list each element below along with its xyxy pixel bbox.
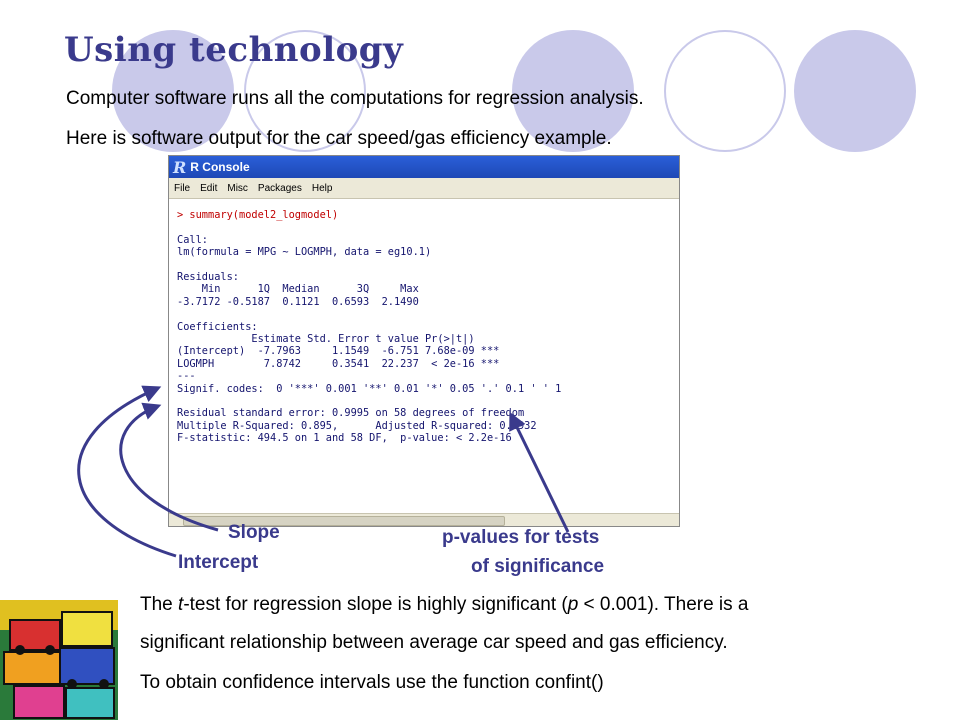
pvalues-label-1: p-values for tests bbox=[442, 527, 600, 548]
console-titlebar[interactable] bbox=[169, 156, 679, 178]
conclusion-line-3: To obtain confidence intervals use the function confint() bbox=[140, 672, 604, 693]
console-output[interactable] bbox=[177, 209, 679, 445]
slope-label: Slope bbox=[228, 522, 280, 543]
r-console-window[interactable] bbox=[168, 155, 680, 527]
console-line bbox=[177, 308, 679, 320]
console-line: Residual standard error: 0.9995 on 58 degrees of freedom bbox=[177, 407, 525, 420]
decor-ring-2 bbox=[664, 30, 786, 152]
pvalues-label-2: of significance bbox=[471, 556, 605, 577]
menu-misc[interactable]: Misc bbox=[227, 182, 248, 194]
console-line bbox=[177, 221, 679, 233]
console-line: F-statistic: 494.5 on 1 and 58 DF, p-value: < 2.2e-16 bbox=[177, 432, 512, 445]
console-line: Coefficients: bbox=[177, 320, 258, 333]
intro-line-2: Here is software output for the car speed/gas efficiency example. bbox=[66, 128, 612, 149]
console-line: Min 1Q Median 3Q Max bbox=[177, 283, 419, 296]
console-line: Call: bbox=[177, 233, 208, 246]
conclusion-line-2: significant relationship between average car speed and gas efficiency. bbox=[140, 632, 728, 653]
console-line: -3.7172 -0.5187 0.1121 0.6593 2.1490 bbox=[177, 295, 419, 308]
console-title: R Console bbox=[190, 160, 250, 174]
console-line: (Intercept) -7.7963 1.1549 -6.751 7.68e-09 *** bbox=[177, 345, 500, 358]
console-menubar bbox=[169, 178, 679, 199]
intro-line-1: Computer software runs all the computations for regression analysis. bbox=[66, 88, 644, 109]
menu-help[interactable]: Help bbox=[311, 182, 333, 194]
console-line: Residuals: bbox=[177, 271, 239, 283]
decor-circle-3 bbox=[794, 30, 916, 152]
console-line: Multiple R-Squared: 0.895, Adjusted R-squared: 0.8932 bbox=[177, 419, 537, 432]
console-line bbox=[177, 259, 679, 271]
intercept-label: Intercept bbox=[178, 552, 259, 573]
intercept-arrow bbox=[79, 388, 176, 556]
console-line: LOGMPH 7.8742 0.3541 22.237 < 2e-16 *** bbox=[177, 357, 500, 370]
console-line bbox=[177, 395, 679, 407]
menu-edit[interactable]: Edit bbox=[200, 182, 218, 194]
traffic-cars-image bbox=[0, 600, 118, 720]
slide-title: Using technology bbox=[64, 30, 404, 70]
menu-file[interactable]: File bbox=[174, 182, 191, 194]
console-line: lm(formula = MPG ~ LOGMPH, data = eg10.1) bbox=[177, 246, 432, 259]
console-line: --- bbox=[177, 370, 196, 383]
console-line: Estimate Std. Error t value Pr(>|t|) bbox=[177, 333, 475, 346]
conclusion-line-1: The t-test for regression slope is highly significant (p < 0.001). There is a bbox=[140, 594, 749, 615]
menu-packages[interactable]: Packages bbox=[257, 182, 302, 194]
console-line: Signif. codes: 0 '***' 0.001 '**' 0.01 '*' 0.05 '.' 0.1 ' ' 1 bbox=[177, 382, 562, 395]
r-logo-icon: R bbox=[173, 157, 187, 177]
console-line: > summary(model2_logmodel) bbox=[177, 209, 339, 221]
